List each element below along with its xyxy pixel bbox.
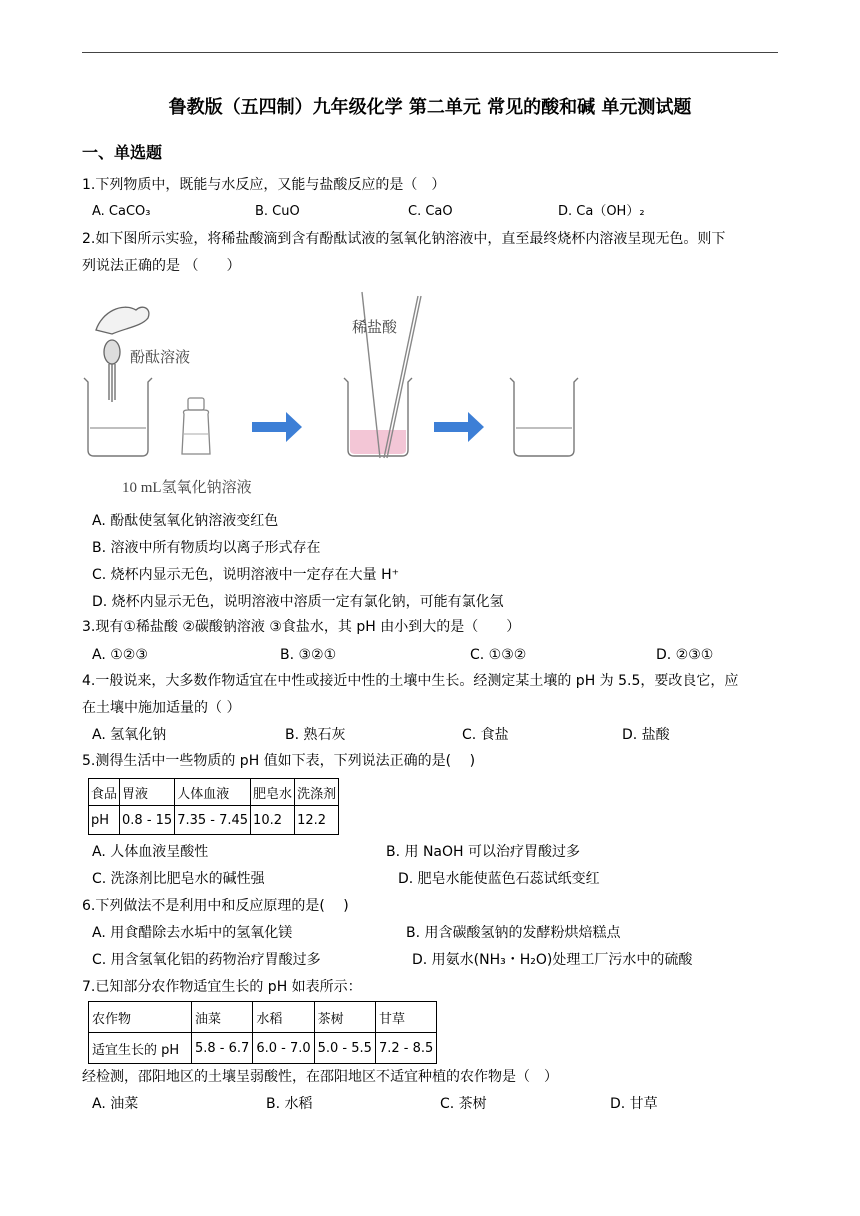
q1-option-c: C. CaO bbox=[408, 204, 453, 219]
q5-option-d: D. 肥皂水能使蓝色石蕊试纸变红 bbox=[398, 871, 600, 887]
table-cell: 甘草 bbox=[375, 1002, 436, 1033]
q7-option-c: C. 茶树 bbox=[440, 1096, 487, 1112]
beaker-2 bbox=[344, 292, 421, 458]
table-header-row bbox=[89, 779, 339, 806]
q1-option-b: B. CuO bbox=[255, 204, 300, 219]
table-cell: 人体血液 bbox=[175, 779, 251, 806]
label-indicator: 酚酞溶液 bbox=[130, 350, 191, 366]
q4-option-d: D. 盐酸 bbox=[622, 727, 670, 743]
table-cell: 10.2 bbox=[251, 806, 295, 835]
table-cell: 0.8 - 15 bbox=[120, 806, 175, 835]
q6-option-c: C. 用含氢氧化铝的药物治疗胃酸过多 bbox=[92, 952, 321, 968]
q4-stem-line1: 4.一般说来，大多数作物适宜在中性或接近中性的土壤中生长。经测定某土壤的 pH 为 5.5，要改良它，应 bbox=[82, 673, 739, 689]
q2-option-a: A. 酚酞使氢氧化钠溶液变红色 bbox=[92, 513, 279, 529]
q7-option-a: A. 油菜 bbox=[92, 1096, 139, 1112]
beaker-1 bbox=[84, 378, 152, 456]
table-cell: 适宜生长的 pH bbox=[89, 1033, 192, 1064]
q1-stem: 1.下列物质中，既能与水反应，又能与盐酸反应的是（ ） bbox=[82, 177, 446, 193]
header-rule bbox=[82, 52, 778, 53]
q2-stem-line1: 2.如下图所示实验，将稀盐酸滴到含有酚酞试液的氢氧化钠溶液中，直至最终烧杯内溶液呈现无色。则下 bbox=[82, 231, 726, 247]
q2-option-b: B. 溶液中所有物质均以离子形式存在 bbox=[92, 540, 321, 556]
q5-ph-table bbox=[88, 778, 339, 835]
q1-option-d: D. Ca（OH）₂ bbox=[558, 204, 645, 219]
q3-option-d: D. ②③① bbox=[656, 647, 714, 663]
q2-option-c: C. 烧杯内显示无色，说明溶液中一定存在大量 H⁺ bbox=[92, 567, 400, 583]
q7-option-d: D. 甘草 bbox=[610, 1096, 658, 1112]
table-row bbox=[89, 1033, 437, 1064]
q6-option-a: A. 用食醋除去水垢中的氢氧化镁 bbox=[92, 925, 293, 941]
q3-option-a: A. ①②③ bbox=[92, 647, 148, 663]
section-heading: 一、单选题 bbox=[82, 143, 163, 162]
q6-option-d: D. 用氨水(NH₃・H₂O)处理工厂污水中的硫酸 bbox=[412, 952, 693, 968]
q3-option-c: C. ①③② bbox=[470, 647, 527, 663]
table-cell: 5.0 - 5.5 bbox=[314, 1033, 375, 1064]
experiment-figure bbox=[82, 282, 602, 502]
document-title: 鲁教版（五四制）九年级化学 第二单元 常见的酸和碱 单元测试题 bbox=[168, 97, 692, 118]
q4-option-c: C. 食盐 bbox=[462, 727, 509, 743]
q2-option-d: D. 烧杯内显示无色，说明溶液中溶质一定有氯化钠，可能有氯化氢 bbox=[92, 594, 504, 610]
table-cell: 肥皂水 bbox=[251, 779, 295, 806]
table-cell: 食品 bbox=[89, 779, 120, 806]
q5-option-b: B. 用 NaOH 可以治疗胃酸过多 bbox=[386, 844, 581, 860]
table-cell: 12.2 bbox=[295, 806, 339, 835]
table-cell: 茶树 bbox=[314, 1002, 375, 1033]
table-cell: 农作物 bbox=[89, 1002, 192, 1033]
q6-stem: 6.下列做法不是利用中和反应原理的是( ) bbox=[82, 898, 349, 914]
naoh-bottle bbox=[182, 398, 210, 454]
table-cell: 胃液 bbox=[120, 779, 175, 806]
q5-stem: 5.测得生活中一些物质的 pH 值如下表，下列说法正确的是( ) bbox=[82, 753, 476, 769]
q7-stem: 7.已知部分农作物适宜生长的 pH 如表所示： bbox=[82, 979, 362, 995]
q2-stem-line2: 列说法正确的是 （ ） bbox=[82, 258, 241, 274]
q4-option-b: B. 熟石灰 bbox=[285, 727, 346, 743]
q7-option-b: B. 水稻 bbox=[266, 1096, 313, 1112]
table-cell: 油菜 bbox=[192, 1002, 253, 1033]
table-cell: 洗涤剂 bbox=[295, 779, 339, 806]
table-cell: pH bbox=[89, 806, 120, 835]
table-cell: 6.0 - 7.0 bbox=[253, 1033, 314, 1064]
q5-option-a: A. 人体血液呈酸性 bbox=[92, 844, 209, 860]
arrow-2-icon bbox=[434, 412, 484, 442]
label-naoh: 10 mL氢氧化钠溶液 bbox=[122, 480, 252, 496]
q6-option-b: B. 用含碳酸氢钠的发酵粉烘焙糕点 bbox=[406, 925, 621, 941]
q3-option-b: B. ③②① bbox=[280, 647, 337, 663]
q1-option-a: A. CaCO₃ bbox=[92, 204, 151, 219]
table-cell: 7.2 - 8.5 bbox=[375, 1033, 436, 1064]
arrow-1-icon bbox=[252, 412, 302, 442]
q3-stem: 3.现有①稀盐酸 ②碳酸钠溶液 ③食盐水，其 pH 由小到大的是（ ） bbox=[82, 619, 521, 635]
q5-option-c: C. 洗涤剂比肥皂水的碱性强 bbox=[92, 871, 265, 887]
label-acid: 稀盐酸 bbox=[352, 320, 398, 336]
table-cell: 水稻 bbox=[253, 1002, 314, 1033]
beaker-3 bbox=[510, 378, 578, 456]
q7-ph-table bbox=[88, 1001, 437, 1064]
q4-option-a: A. 氢氧化钠 bbox=[92, 727, 167, 743]
table-header-row bbox=[89, 1002, 437, 1033]
table-cell: 5.8 - 6.7 bbox=[192, 1033, 253, 1064]
table-row bbox=[89, 806, 339, 835]
q7-stem-after: 经检测，邵阳地区的土壤呈弱酸性，在邵阳地区不适宜种植的农作物是（ ） bbox=[82, 1069, 558, 1085]
table-cell: 7.35 - 7.45 bbox=[175, 806, 251, 835]
q4-stem-line2: 在土壤中施加适量的（ ） bbox=[82, 700, 241, 716]
